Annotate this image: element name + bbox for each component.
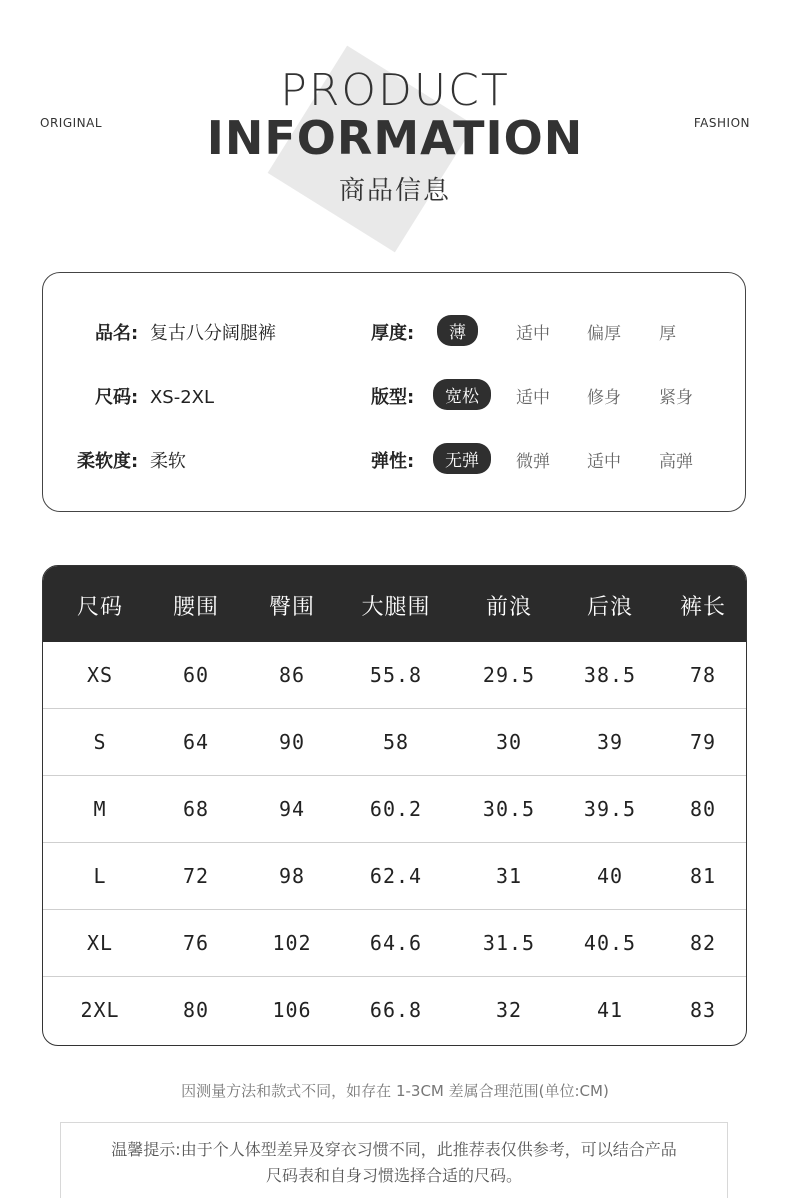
header-front-rise: 前浪 [485, 595, 532, 620]
cell-front-rise: 29.5 [482, 663, 536, 687]
cell-size: M [93, 797, 107, 821]
product-info-card [42, 272, 746, 512]
cell-thigh: 60.2 [369, 797, 423, 821]
cell-front-rise: 32 [495, 998, 523, 1022]
size-table-body [43, 642, 746, 1045]
cell-length: 83 [689, 998, 717, 1022]
thickness-option-medium: 适中 [516, 324, 550, 344]
header-length: 裤长 [679, 595, 726, 620]
tip-line-1: 温馨提示:由于个人体型差异及穿衣习惯不同，此推荐表仅供参考，可以结合产品 [111, 1140, 677, 1159]
cell-thigh: 62.4 [369, 864, 423, 888]
original-label: ORIGINAL [40, 116, 103, 130]
cell-size: XS [86, 663, 114, 687]
cell-back-rise: 40 [596, 864, 624, 888]
elasticity-option-none: 无弹 [433, 443, 491, 474]
cell-hip: 102 [272, 931, 312, 955]
cell-thigh: 66.8 [369, 998, 423, 1022]
header-back-rise: 后浪 [586, 595, 633, 620]
thickness-option-thick: 厚 [659, 324, 676, 344]
table-row [43, 910, 746, 977]
info-row-size [95, 383, 214, 409]
thickness-key: 厚度: [371, 323, 415, 344]
header-hip: 臀围 [268, 595, 315, 620]
cell-size: 2XL [80, 998, 120, 1022]
header-waist: 腰围 [172, 595, 219, 620]
cell-back-rise: 39.5 [583, 797, 637, 821]
cell-waist: 76 [182, 931, 210, 955]
table-row [43, 776, 746, 843]
tip-line-2: 尺码表和自身习惯选择合适的尺码。 [265, 1166, 522, 1185]
header-size: 尺码 [76, 595, 123, 620]
tip-box [60, 1122, 728, 1198]
title-chinese: 商品信息 [338, 176, 451, 206]
fit-option-loose: 宽松 [433, 379, 491, 410]
cell-back-rise: 41 [596, 998, 624, 1022]
thickness-option-thickish: 偏厚 [587, 324, 621, 344]
cell-hip: 90 [278, 730, 306, 754]
cell-back-rise: 39 [596, 730, 624, 754]
title-information: INFORMATION [206, 111, 584, 165]
title-product: PRODUCT [280, 65, 510, 116]
cell-front-rise: 30 [495, 730, 523, 754]
cell-size: L [93, 864, 107, 888]
info-row-softness [77, 447, 186, 473]
elasticity-option-medium: 适中 [587, 452, 621, 472]
cell-hip: 106 [272, 998, 312, 1022]
cell-hip: 94 [278, 797, 306, 821]
thickness-option-thin: 薄 [437, 315, 478, 346]
size-value: XS-2XL [149, 387, 215, 408]
elasticity-option-high: 高弹 [659, 452, 693, 472]
measure-note: 因测量方法和款式不同，如存在 1-3CM 差属合理范围(单位:CM) [181, 1082, 609, 1100]
name-key: 品名: [95, 323, 139, 344]
cell-waist: 60 [182, 663, 210, 687]
table-row [43, 642, 746, 709]
cell-waist: 80 [182, 998, 210, 1022]
cell-back-rise: 40.5 [583, 931, 637, 955]
size-key: 尺码: [95, 387, 139, 408]
softness-value: 柔软 [149, 451, 186, 472]
cell-waist: 72 [182, 864, 210, 888]
cell-front-rise: 31.5 [482, 931, 536, 955]
size-table-header [43, 566, 746, 642]
cell-hip: 98 [278, 864, 306, 888]
table-row [43, 843, 746, 910]
fit-key: 版型: [371, 387, 415, 408]
size-table [42, 565, 747, 1046]
info-row-name [95, 319, 276, 345]
cell-length: 78 [689, 663, 717, 687]
cell-hip: 86 [278, 663, 306, 687]
cell-length: 82 [689, 931, 717, 955]
cell-length: 79 [689, 730, 717, 754]
cell-thigh: 64.6 [369, 931, 423, 955]
cell-back-rise: 38.5 [583, 663, 637, 687]
cell-waist: 64 [182, 730, 210, 754]
fit-option-slim: 修身 [587, 388, 621, 408]
fashion-label: FASHION [693, 116, 750, 130]
cell-length: 80 [689, 797, 717, 821]
table-row [43, 709, 746, 776]
elasticity-key: 弹性: [371, 451, 415, 472]
cell-size: S [93, 730, 107, 754]
fit-option-tight: 紧身 [659, 388, 693, 408]
cell-front-rise: 31 [495, 864, 523, 888]
softness-key: 柔软度: [77, 451, 139, 472]
cell-size: XL [86, 931, 114, 955]
cell-thigh: 55.8 [369, 663, 423, 687]
cell-front-rise: 30.5 [482, 797, 536, 821]
header-thigh: 大腿围 [361, 595, 431, 620]
cell-waist: 68 [182, 797, 210, 821]
fit-option-regular: 适中 [516, 388, 550, 408]
cell-length: 81 [689, 864, 717, 888]
table-row [43, 977, 746, 1044]
name-value: 复古八分阔腿裤 [149, 323, 276, 344]
cell-thigh: 58 [382, 730, 410, 754]
elasticity-option-slight: 微弹 [516, 452, 550, 472]
